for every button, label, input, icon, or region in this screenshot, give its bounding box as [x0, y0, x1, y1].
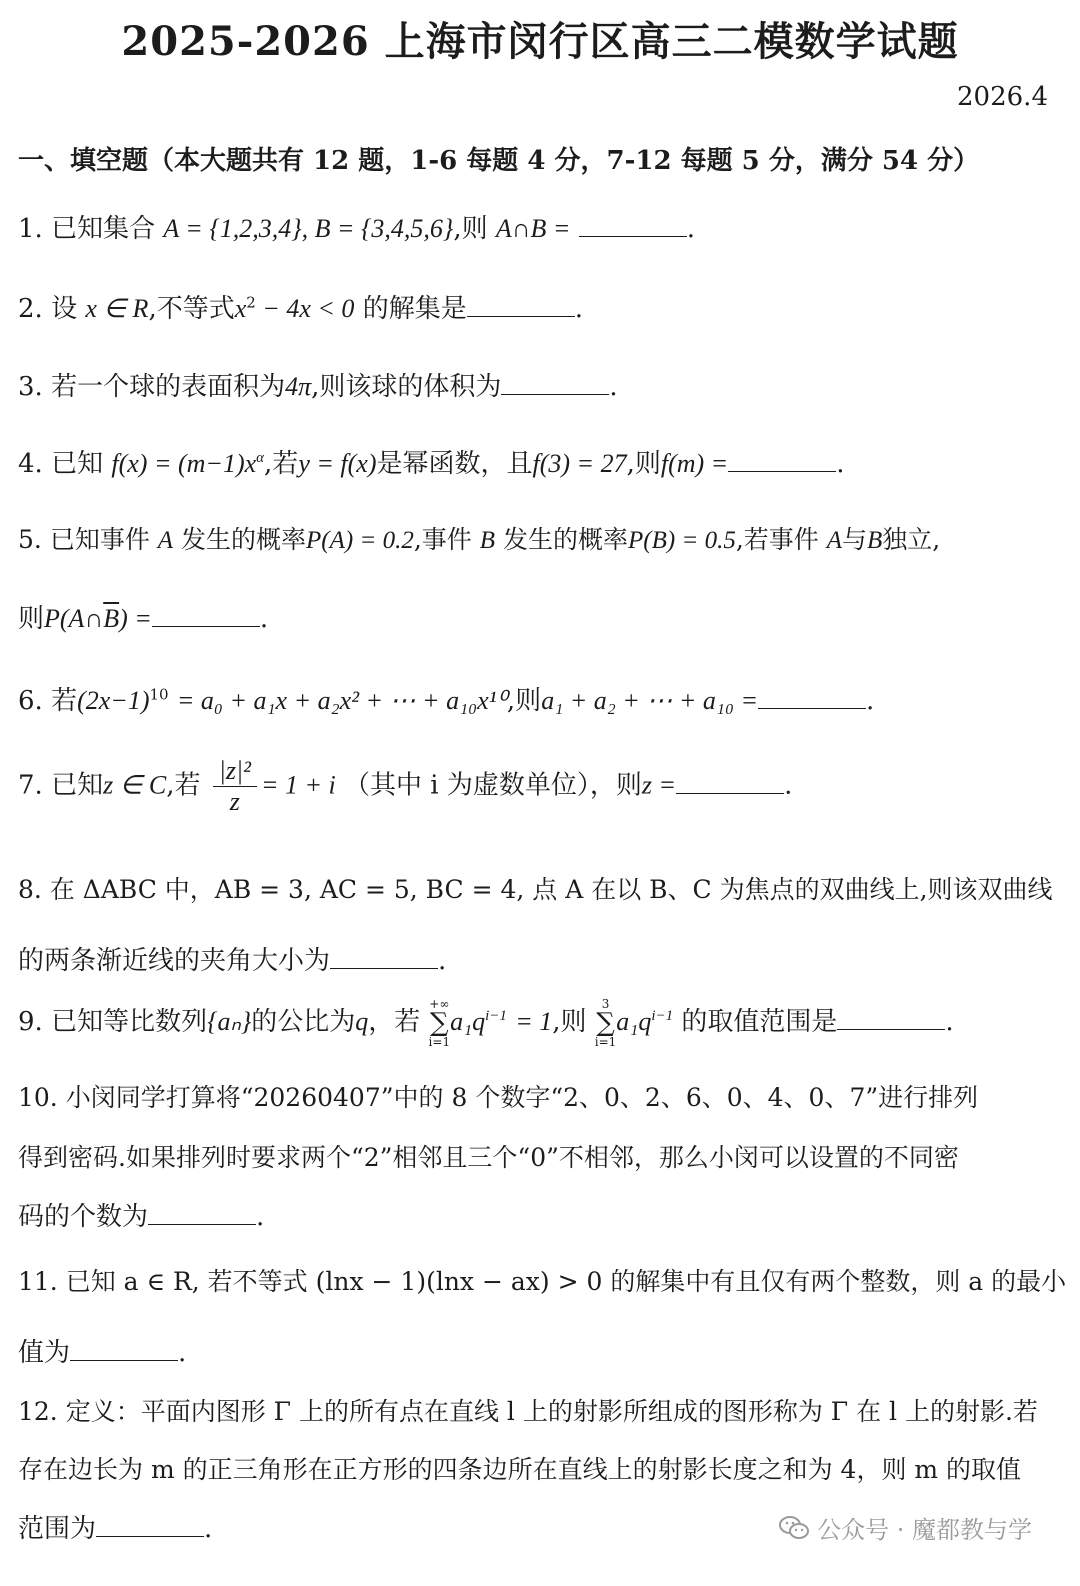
answer-blank [152, 604, 260, 627]
question-10: 10. 小闵同学打算将“20260407”中的 8 个数字“2、0、2、6、0、4、0、7”进行排列 [18, 1083, 979, 1112]
exam-date: 2026.4 [957, 82, 1048, 112]
sum-operator: +∞ ∑ i=1 [428, 997, 451, 1049]
question-3: 3. 若一个球的表面积为4π,则该球的体积为 . [18, 372, 618, 402]
question-5-line-2: 则$P(A\cap\overline{B})$ = . [18, 604, 269, 634]
question-10-line-3: 码的个数为 . [18, 1202, 265, 1232]
question-4: 4. 已知 $f(x) = (m-1)x^\alpha$,若y = f(x)是幂函数，且f(3) = 27,则f(m) = . [18, 449, 845, 479]
watermark: 公众号 · 魔都教与学 [779, 1510, 1032, 1547]
answer-blank [728, 449, 836, 472]
section-heading: 一、填空题（本大题共有 12 题，1-6 每题 4 分，7-12 每题 5 分，满分 54 分） [18, 146, 980, 176]
answer-blank [96, 1514, 204, 1537]
question-12-line-3: 范围为 . [18, 1514, 213, 1544]
answer-blank [148, 1202, 256, 1225]
question-2: 2. 设 x ∈ R,不等式$x^2 - 4x < 0$ 的解集是 . [18, 293, 583, 324]
page-title: 2025-2026 上海市闵行区高三二模数学试题 [121, 18, 959, 65]
answer-blank [579, 214, 687, 237]
question-12: 12. 定义：平面内图形 Γ 上的所有点在直线 l 上的射影所组成的图形称为 Γ 在 l 上的射影.若 [18, 1397, 1038, 1426]
wechat-icon [779, 1515, 809, 1547]
question-11: 11. 已知 a ∈ R, 若不等式 (lnx − 1)(lnx − ax) > 0 的解集中有且仅有两个整数，则 a 的最小 [18, 1267, 1067, 1296]
answer-blank [70, 1338, 178, 1361]
question-10-line-2: 得到密码.如果排列时要求两个“2”相邻且三个“0”不相邻，那么小闵可以设置的不同密 [18, 1143, 959, 1172]
answer-blank [758, 686, 866, 709]
answer-blank [837, 1007, 945, 1030]
sum-operator: 3 ∑ i=1 [594, 997, 617, 1049]
question-11-line-2: 值为 . [18, 1338, 187, 1368]
question-7: 7. 已知z ∈ C,若 $\frac{\text{|z|²}}{z}$ = 1 + i （其中 i 为虚数单位），则z = . [18, 756, 793, 816]
answer-blank [467, 294, 575, 317]
answer-blank [330, 946, 438, 969]
question-9: 9. 已知等比数列{aₙ}的公比为q，若 +∞ ∑ i=1 $a_1q^{i-1} = 1$,则 3 ∑ i=1 $a_1q^{i-1}$ 的取值范围是 . [18, 997, 954, 1049]
fraction: $\frac{\text{|z|²}}{z}$ [213, 756, 257, 817]
question-8: 8. 在 ΔABC 中，AB = 3, AC = 5, BC = 4, 点 A 在以 B、C 为焦点的双曲线上,则该双曲线 [18, 875, 1053, 904]
question-6: 6. 若$(2x-1)^{10} = a_0 + a_1x + a_2x^2$ + ⋯ + a₁₀x¹⁰,则a₁ + a₂ + ⋯ + a₁₀ = . [18, 685, 875, 716]
question-8-line-2: 的两条渐近线的夹角大小为 . [18, 946, 447, 976]
answer-blank [501, 372, 609, 395]
question-1: 1. 已知集合 A = {1,2,3,4}, B = {3,4,5,6},则 A∩B = . [18, 214, 695, 244]
answer-blank [676, 771, 784, 794]
question-5: 5. 已知事件 A 发生的概率P(A) = 0.2,事件 B 发生的概率P(B) = 0.5,若事件 A与B独立, [18, 525, 941, 554]
question-12-line-2: 存在边长为 m 的正三角形在正方形的四条边所在直线上的射影长度之和为 4，则 m 的取值 [18, 1455, 1022, 1484]
